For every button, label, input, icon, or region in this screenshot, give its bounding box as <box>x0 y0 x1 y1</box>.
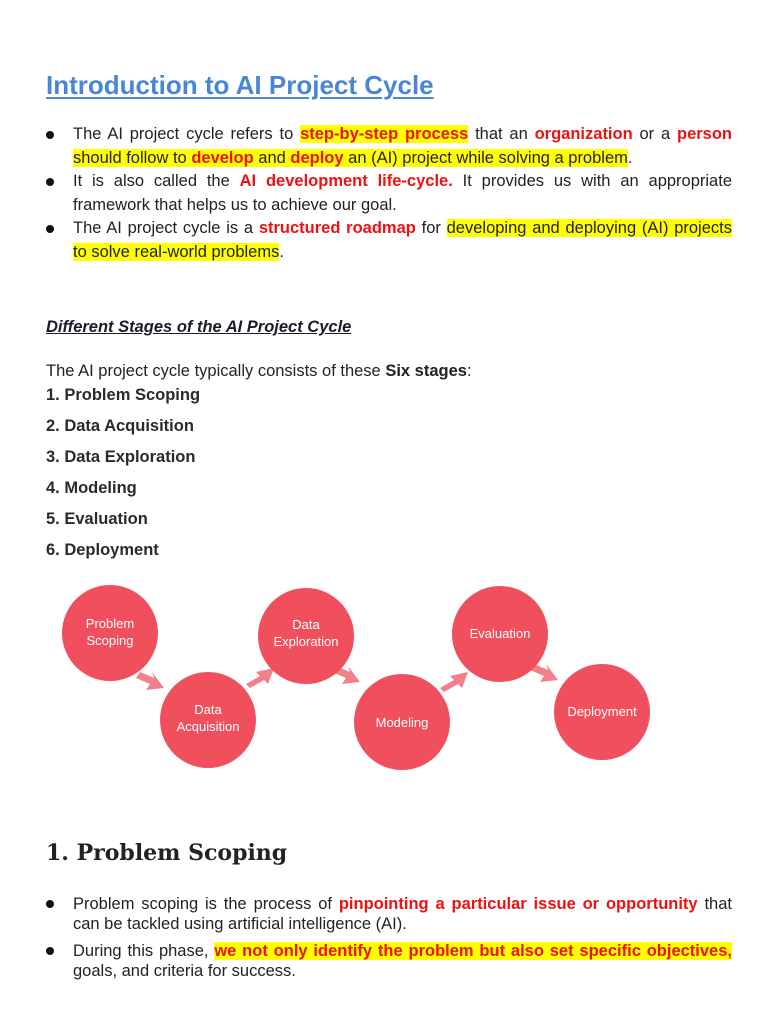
stage-item: 3. Data Exploration <box>46 448 196 466</box>
highlight-text: develop <box>191 148 254 167</box>
emphasis-text: person <box>676 125 732 143</box>
text: goals, and criteria for success. <box>73 962 296 980</box>
arrow-icon <box>440 672 468 692</box>
emphasis-text: organization <box>534 125 633 143</box>
text: It is also called the <box>73 172 240 190</box>
arrow-icon <box>246 668 274 688</box>
stage-item: 6. Deployment <box>46 541 159 559</box>
text: It provides us with an appropriate framework that helps us to achieve our goal. <box>73 172 732 214</box>
stage-node-evaluation <box>452 586 548 682</box>
text: : <box>466 362 472 380</box>
emphasis-text: structured roadmap <box>258 219 416 237</box>
text: . <box>279 242 284 261</box>
text: The AI project cycle is a <box>73 219 259 237</box>
section-subheading: Different Stages of the AI Project Cycle <box>46 318 352 336</box>
svg-text:Scoping: Scoping <box>86 633 134 648</box>
problem-scoping-bullet-list <box>46 894 732 981</box>
stage-node-modeling <box>354 674 450 770</box>
stage-item: 1. Problem Scoping <box>46 386 201 404</box>
emphasis-text: pinpointing a particular issue or opportunity <box>338 895 698 913</box>
svg-text:Acquisition: Acquisition <box>176 719 240 734</box>
section-heading: 1. Problem Scoping <box>46 840 288 866</box>
svg-text:Data: Data <box>194 702 222 717</box>
highlight-text: should follow to <box>73 148 192 167</box>
highlight-text: and <box>253 148 291 167</box>
text: During this phase, <box>73 942 215 960</box>
svg-text:Problem: Problem <box>85 616 135 631</box>
svg-text:Data: Data <box>292 617 320 632</box>
stage-node-data-exploration <box>258 588 354 684</box>
stage-item: 2. Data Acquisition <box>46 417 194 435</box>
arrow-icon <box>136 672 164 690</box>
stage-node-deployment <box>554 664 650 760</box>
stage-item: 5. Evaluation <box>46 510 148 528</box>
svg-text:Exploration: Exploration <box>273 634 339 649</box>
bullet-icon <box>46 947 54 955</box>
svg-text:Deployment: Deployment <box>567 704 637 719</box>
text: that an <box>468 125 535 143</box>
list-item <box>46 123 732 170</box>
list-item <box>46 894 732 934</box>
bullet-icon <box>46 225 54 233</box>
stage-list <box>46 384 200 570</box>
text: . <box>627 148 633 167</box>
highlight-text: step-by-step process <box>300 125 469 143</box>
list-item <box>46 941 732 981</box>
svg-text:Evaluation: Evaluation <box>469 626 531 641</box>
stage-item: 4. Modeling <box>46 479 137 497</box>
list-item <box>46 170 732 217</box>
emphasis-text: Six stages <box>385 362 467 380</box>
text: Problem scoping is the process of <box>73 895 339 913</box>
svg-text:Modeling: Modeling <box>375 715 429 730</box>
stage-node-problem-scoping <box>62 585 158 681</box>
text: The AI project cycle refers to <box>73 125 301 143</box>
bullet-icon <box>46 178 54 186</box>
stages-intro <box>46 362 472 381</box>
intro-bullet-list <box>46 123 732 264</box>
stage-node-data-acquisition <box>160 672 256 768</box>
text: The AI project cycle typically consists of these <box>46 362 386 380</box>
list-item <box>46 217 732 264</box>
bullet-icon <box>46 900 54 908</box>
highlight-text: developing and deploying (AI) projects to solve real-world problems <box>73 219 732 261</box>
bullet-icon <box>46 131 54 139</box>
page-title: Introduction to AI Project Cycle <box>46 70 434 100</box>
ai-cycle-diagram <box>40 580 680 780</box>
emphasis-text: AI development life-cycle. <box>239 172 453 190</box>
text: or a <box>632 125 677 143</box>
text: for <box>415 219 447 237</box>
highlight-text: we not only identify the problem but also set specific objectives, <box>214 942 732 960</box>
highlight-text: deploy <box>290 148 344 167</box>
highlight-text: an (AI) project while solving a problem <box>343 148 628 167</box>
text: that can be tackled using artificial intelligence (AI). <box>73 895 732 933</box>
